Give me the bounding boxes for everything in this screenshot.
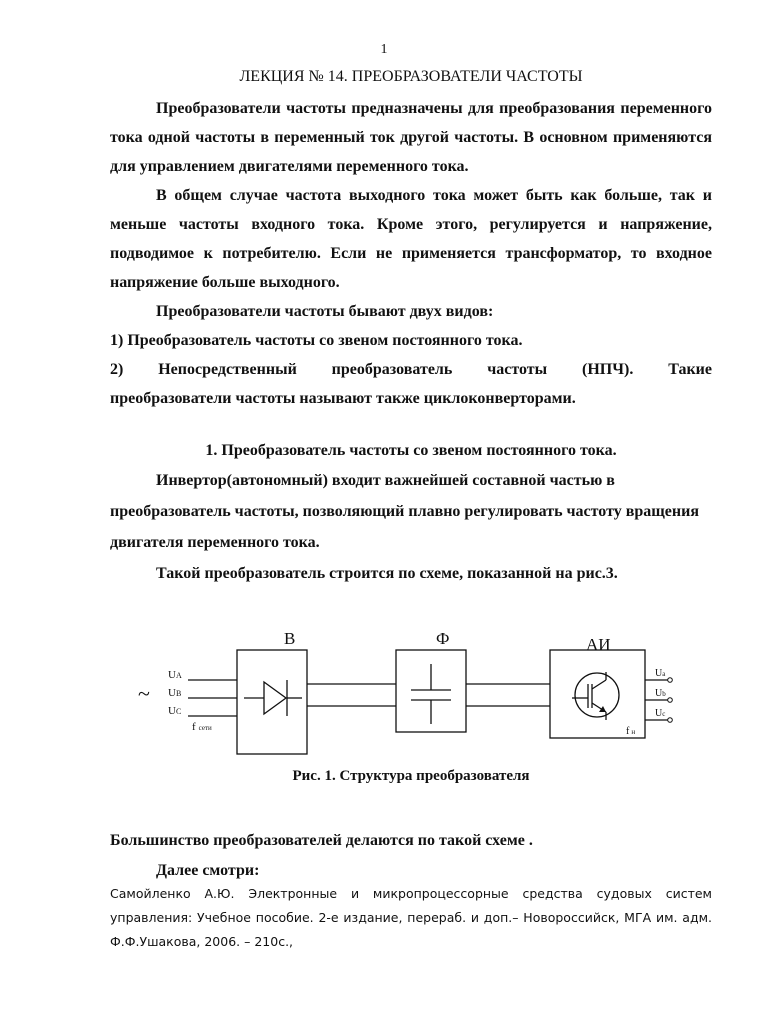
svg-text:UA: UA [168, 669, 182, 681]
figure-caption: Рис. 1. Структура преобразователя [292, 768, 530, 784]
transistor-arrow-icon [599, 706, 606, 712]
inverter-block [550, 650, 645, 738]
inverter-label: АИ [586, 635, 611, 654]
svg-text:fсети: fсети [192, 721, 212, 733]
paragraph: Такой преобразователь строится по схеме, показанной на рис.3. [156, 565, 618, 582]
list-item-continuation: преобразователи частоты называют также циклоконверторами. [110, 390, 576, 407]
svg-text:Ub: Ub [655, 688, 666, 699]
page-number: 1 [380, 42, 388, 57]
paragraph: Преобразователи частоты бывают двух видов: [156, 303, 494, 320]
svg-text:fн: f н [626, 726, 636, 737]
list-item: 1) Преобразователь частоты со звеном постоянного тока. [110, 332, 523, 349]
svg-text:Uc: Uc [655, 708, 666, 719]
closing-text [110, 826, 712, 886]
ac-symbol: ~ [138, 681, 150, 706]
reference [110, 882, 712, 954]
transistor-icon [572, 672, 619, 720]
svg-text:Ua: Ua [655, 668, 666, 679]
body-text [110, 94, 712, 589]
capacitor-icon [411, 664, 451, 724]
rectifier-label: В [284, 629, 296, 648]
diode-icon [244, 680, 302, 716]
list-item: 2) Непосредственный преобразователь частоты (НПЧ). Такие [110, 361, 712, 378]
closing-line: Большинство преобразователей делаются по такой схеме . [110, 832, 533, 849]
svg-text:UC: UC [168, 705, 182, 717]
paragraph: Инвертор(автономный) входит важнейшей составной частью в преобразователь частоты, позволяющий плавно регулировать частоту вращения двигателя переменного тока. [110, 472, 699, 551]
output-terminals [668, 678, 673, 723]
rectifier-block [237, 650, 307, 754]
lecture-title: ЛЕКЦИЯ № 14. ПРЕОБРАЗОВАТЕЛИ ЧАСТОТЫ [239, 68, 583, 85]
filter-label: Ф [436, 629, 450, 648]
svg-text:UB: UB [168, 687, 182, 699]
section-heading: 1. Преобразователь частоты со звеном постоянного тока. [205, 442, 617, 459]
reference-text: Самойленко А.Ю. Электронные и микропроцессорные средства судовых систем управления: Учебное пособие. 2-е издание, перераб. и доп.– Новороссийск, МГА им. адм. Ф.Ф.Ушакова, 2006. – 210с., [110, 886, 712, 949]
see-also-label: Далее смотри: [156, 862, 260, 879]
converter-block-diagram [140, 620, 680, 760]
paragraph: В общем случае частота выходного тока может быть как больше, так и меньше частоты входного тока. Кроме этого, регулируется и напряжение, подводимое к потребителю. Если не применяется трансформатор, то входное напряжение больше выходного. [110, 187, 712, 291]
paragraph: Преобразователи частоты предназначены для преобразования переменного тока одной частоты в переменный ток другой частоты. В основном применяются для управлением двигателями переменного тока. [110, 100, 712, 175]
